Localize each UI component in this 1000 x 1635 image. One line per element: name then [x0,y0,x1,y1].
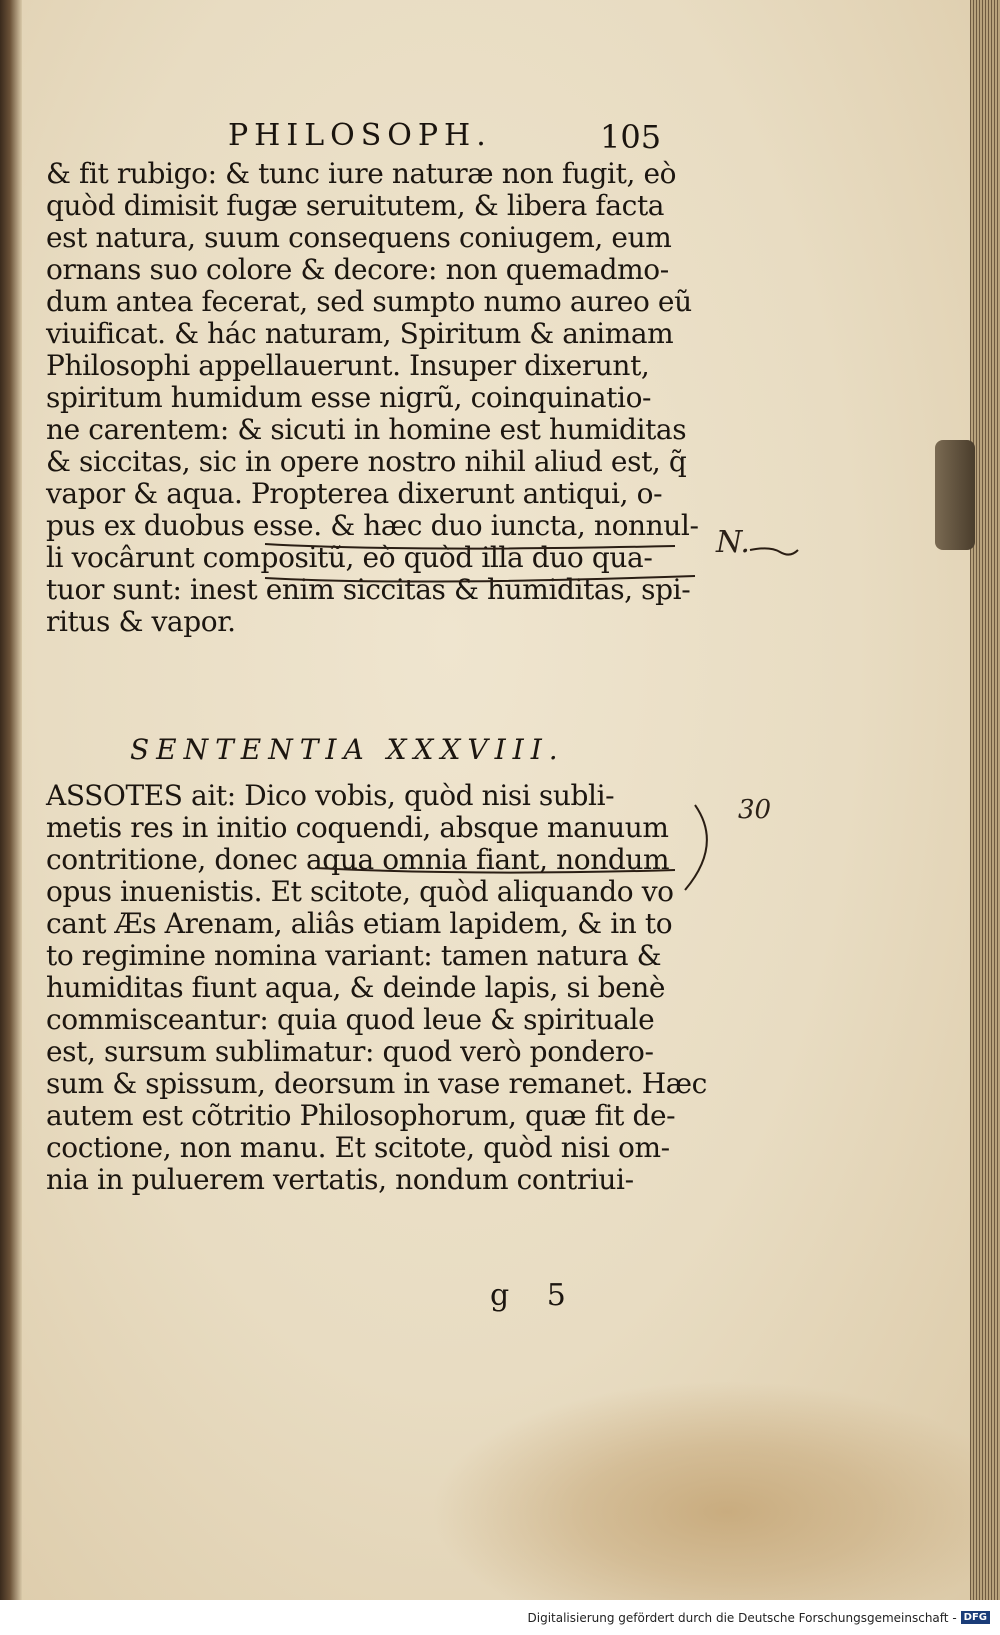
handwritten-underlines [255,530,815,900]
text-line: contritione, donec aqua omnia fiant, nondum [46,843,670,876]
digitization-footer [0,1600,1000,1635]
text-line: est natura, suum consequens coniugem, eum [46,221,672,254]
running-header: PHILOSOPH. [228,118,492,153]
text-line: li vocârunt compositũ, eò quòd illa duo qua- [46,541,653,574]
text-line: to regimine nomina variant: tamen natura & [46,939,662,972]
text-line: autem est cõtritio Philosophorum, quæ fit de- [46,1099,676,1132]
text-line: ritus & vapor. [46,605,236,638]
dfg-logo: DFG [961,1611,990,1624]
page-edges [970,0,1000,1600]
text-line: & siccitas, sic in opere nostro nihil aliud est, q̃ [46,445,687,478]
signature-mark: g 5 [490,1278,580,1313]
text-line: coctione, non manu. Et scitote, quòd nisi om- [46,1131,670,1164]
text-line: pus ex duobus esse. & hæc duo iuncta, nonnul- [46,509,699,542]
page-number: 105 [600,118,662,156]
text-line: tuor sunt: inest enim siccitas & humiditas, spi- [46,573,691,606]
text-line: vapor & aqua. Propterea dixerunt antiqui, o- [46,477,663,510]
text-line: opus inuenistis. Et scitote, quòd aliquando vo [46,875,674,908]
text-line: sum & spissum, deorsum in vase remanet. Hæc [46,1067,707,1100]
text-line: nia in puluerem vertatis, nondum contriui- [46,1163,634,1196]
margin-note-a: N. [716,525,750,560]
text-line: spiritum humidum esse nigrũ, coinquinatio- [46,381,652,414]
margin-note-b: 30 [738,795,772,825]
footer-credit: Digitalisierung gefördert durch die Deutsche Forschungsgemeinschaft - [527,1610,957,1625]
text-line: ne carentem: & sicuti in homine est humiditas [46,413,687,446]
text-line: viuificat. & hác naturam, Spiritum & animam [46,317,674,350]
text-line: ASSOTES ait: Dico vobis, quòd nisi subli- [46,779,615,812]
text-line: est, sursum sublimatur: quod verò pondero- [46,1035,654,1068]
text-line: dum antea fecerat, sed sumpto numo aureo eũ [46,285,692,318]
section-heading: SENTENTIA XXXVIII. [130,733,565,766]
page-stain [430,1380,970,1600]
text-line: cant Æs Arenam, aliâs etiam lapidem, & in to [46,907,673,940]
text-line: metis res in initio coquendi, absque manuum [46,811,669,844]
book-clasp [935,440,975,550]
text-line: Philosophi appellauerunt. Insuper dixerunt, [46,349,650,382]
text-line: ornans suo colore & decore: non quemadmo- [46,253,669,286]
text-line: humiditas fiunt aqua, & deinde lapis, si benè [46,971,666,1004]
text-line: commisceantur: quia quod leue & spirituale [46,1003,655,1036]
text-line: quòd dimisit fugæ seruitutem, & libera facta [46,189,665,222]
text-line: & fit rubigo: & tunc iure naturæ non fugit, eò [46,157,677,190]
